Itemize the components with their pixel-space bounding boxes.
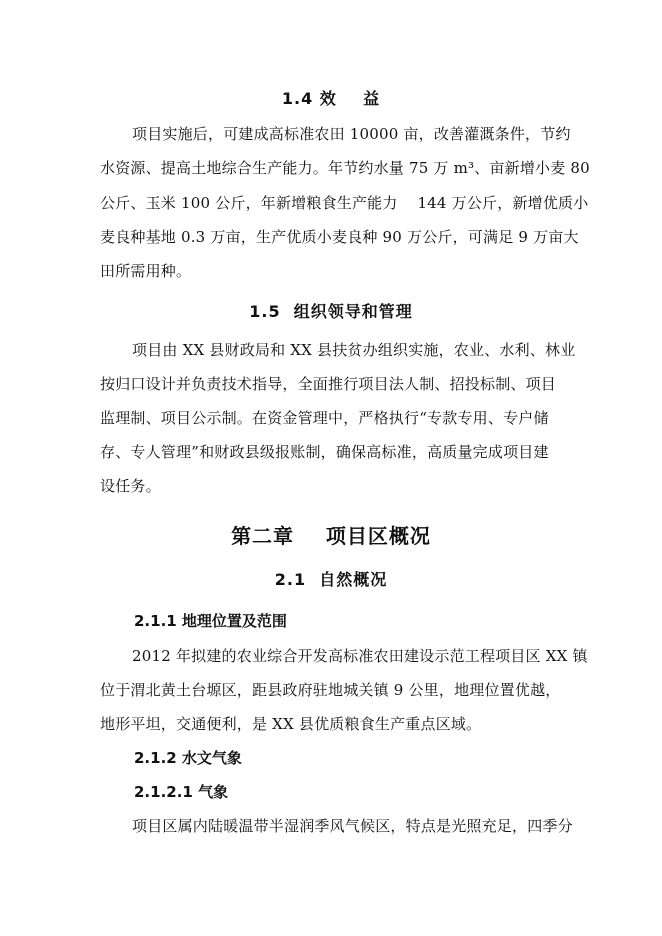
paragraph-line: 2012 年拟建的农业综合开发高标准农田建设示范工程项目区 XX 镇 [132,647,588,665]
paragraph-line: 按归口设计并负责技术指导，全面推行项目法人制、招投标制、项目 [100,375,557,393]
subsection-heading-2-1-1: 2.1.1 地理位置及范围 [134,612,287,630]
paragraph-line: 麦良种基地 0.3 万亩，生产优质小麦良种 90 万公斤，可满足 9 万亩大 [100,228,579,246]
paragraph-line: 存、专人管理”和财政县级报账制，确保高标准，高质量完成项目建 [100,443,549,461]
subsection-heading-2-1-2: 2.1.2 水文气象 [134,749,242,767]
paragraph-line: 项目区属内陆暖温带半湿润季风气候区，特点是光照充足，四季分 [132,817,573,835]
section-heading-1-4: 1.4 效 益 [281,89,381,108]
paragraph-line: 地形平坦，交通便利，是 XX 县优质粮食生产重点区域。 [100,715,482,733]
paragraph-line: 设任务。 [100,477,161,495]
paragraph-line: 项目由 XX 县财政局和 XX 县扶贫办组织实施，农业、水利、林业 [132,341,576,359]
subsection-heading-2-1-2-1: 2.1.2.1 气象 [134,783,229,801]
section-heading-2-1: 2.1 自然概况 [274,570,388,589]
paragraph-line: 位于渭北黄土台塬区，距县政府驻地城关镇 9 公里，地理位置优越， [100,681,561,699]
paragraph-line: 项目实施后，可建成高标准农田 10000 亩，改善灌溉条件，节约 [132,125,571,143]
paragraph-line: 水资源、提高土地综合生产能力。年节约水量 75 万 m³、亩新增小麦 80 [100,159,590,177]
chapter-heading-2: 第二章 项目区概况 [231,524,431,548]
paragraph-line: 监理制、项目公示制。在资金管理中，严格执行“专款专用、专户储 [100,409,549,427]
section-heading-1-5: 1.5 组织领导和管理 [249,302,413,321]
paragraph-line: 公斤、玉米 100 公斤，年新增粮食生产能力 144 万公斤，新增优质小 [100,194,589,212]
paragraph-line: 田所需用种。 [100,262,192,280]
